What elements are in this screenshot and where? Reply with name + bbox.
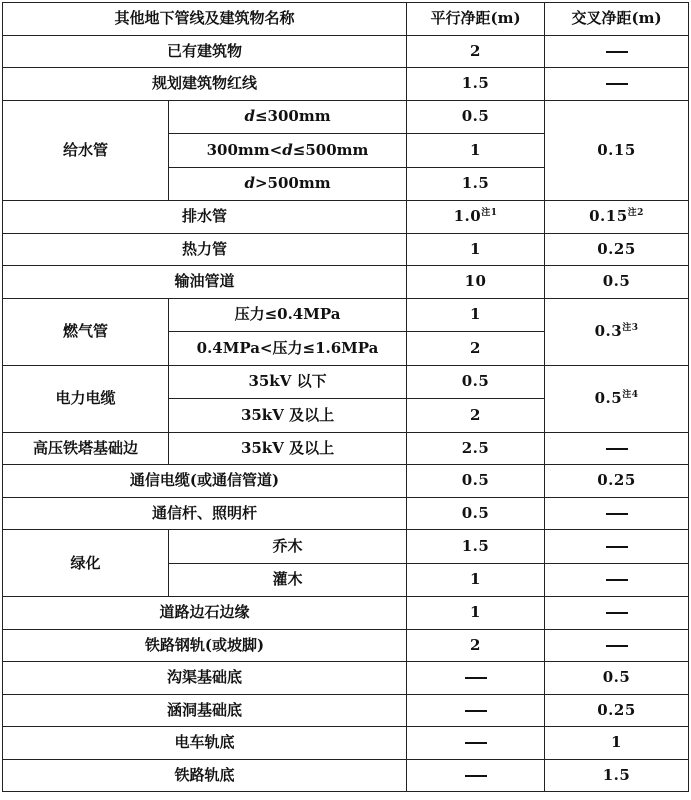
header-cross: 交叉净距(m) [545,3,689,36]
row-cross: 1.5 [545,759,689,792]
row-parallel: 2.5 [407,432,545,465]
row-name: 道路边石边缘 [3,597,407,630]
sub-condition: 0.4MPa<压力≤1.6MPa [169,332,407,366]
row-cross [545,35,689,68]
sub-condition: d≤300mm [169,100,407,134]
row-parallel: 0.5 [407,497,545,530]
row-cross: 0.5 [545,662,689,695]
dash-mark [606,645,628,647]
row-parallel: 10 [407,266,545,299]
table-row [3,233,689,266]
row-cross [545,497,689,530]
row-cross: 0.5 [545,266,689,299]
header-row [3,3,689,36]
row-parallel: 1 [407,233,545,266]
dash-mark [465,775,487,777]
table-row [3,465,689,498]
row-cross: 0.3$^{注3}$ [545,298,689,365]
row-parallel [407,662,545,695]
dash-mark [606,83,628,85]
clearance-table-sheet [2,2,689,792]
table-row [3,432,689,465]
row-parallel [407,727,545,760]
table-row [3,68,689,101]
row-name: 涵洞基础底 [3,694,407,727]
dash-mark [465,677,487,679]
table-row [3,694,689,727]
row-name: 电力电缆 [3,365,169,432]
sub-condition: 乔木 [169,530,407,564]
row-cross [545,68,689,101]
row-parallel [407,759,545,792]
table-row [3,35,689,68]
row-name: 通信杆、照明杆 [3,497,407,530]
dash-mark [606,579,628,581]
row-name: 绿化 [3,530,169,597]
row-parallel: 1 [407,134,545,168]
dash-mark [606,612,628,614]
row-parallel: 1.5 [407,167,545,201]
row-parallel: 2 [407,35,545,68]
row-cross [545,530,689,564]
dash-mark [465,742,487,744]
row-parallel: 1 [407,597,545,630]
dash-mark [606,51,628,53]
row-name: 规划建筑物红线 [3,68,407,101]
row-cross [545,432,689,465]
row-parallel: 1.5 [407,530,545,564]
row-cross [545,563,689,597]
row-parallel: 1 [407,298,545,332]
row-name: 给水管 [3,100,169,201]
row-name: 已有建筑物 [3,35,407,68]
table-row [3,629,689,662]
table-row [3,298,689,332]
row-name: 输油管道 [3,266,407,299]
row-parallel: 0.5 [407,365,545,399]
table-row [3,727,689,760]
row-name: 排水管 [3,201,407,234]
row-parallel: 2 [407,629,545,662]
dash-mark [606,546,628,548]
row-name: 高压铁塔基础边 [3,432,169,465]
dash-mark [465,710,487,712]
row-parallel: 1 [407,563,545,597]
table-row [3,497,689,530]
row-parallel: 0.5 [407,100,545,134]
row-cross: 0.25 [545,465,689,498]
note-mark: 注2 [627,208,644,219]
sub-condition: 35kV 及以上 [169,432,407,465]
dash-mark [606,513,628,515]
header-name: 其他地下管线及建筑物名称 [3,3,407,36]
sub-condition: d>500mm [169,167,407,201]
dash-mark [606,448,628,450]
row-cross: 0.25 [545,233,689,266]
row-cross [545,629,689,662]
row-parallel: 2 [407,399,545,433]
row-cross: 0.25 [545,694,689,727]
row-parallel [407,694,545,727]
table-row [3,530,689,564]
sub-condition: 35kV 及以上 [169,399,407,433]
row-name: 热力管 [3,233,407,266]
row-name: 铁路轨底 [3,759,407,792]
table-row [3,662,689,695]
sub-condition: 300mm<d≤500mm [169,134,407,168]
note-mark: 注3 [622,323,639,333]
header-parallel: 平行净距(m) [407,3,545,36]
row-cross [545,597,689,630]
note-mark: 注1 [481,208,498,219]
row-name: 电车轨底 [3,727,407,760]
row-name: 通信电缆(或通信管道) [3,465,407,498]
table-row [3,100,689,134]
table-row [3,201,689,234]
table-row [3,759,689,792]
table-row [3,266,689,299]
table-row [3,597,689,630]
note-mark: 注4 [622,390,639,400]
row-name: 燃气管 [3,298,169,365]
row-cross: 0.5$^{注4}$ [545,365,689,432]
table-row [3,365,689,399]
row-parallel: 1.0$^{注1}$ [407,201,545,234]
row-parallel: 1.5 [407,68,545,101]
sub-condition: 灌木 [169,563,407,597]
row-name: 沟渠基础底 [3,662,407,695]
sub-condition: 35kV 以下 [169,365,407,399]
row-cross: 1 [545,727,689,760]
row-cross: 0.15 [545,100,689,201]
row-parallel: 0.5 [407,465,545,498]
row-name: 铁路钢轨(或坡脚) [3,629,407,662]
clearance-table [2,2,689,792]
row-cross: 0.15$^{注2}$ [545,201,689,234]
row-parallel: 2 [407,332,545,366]
sub-condition: 压力≤0.4MPa [169,298,407,332]
